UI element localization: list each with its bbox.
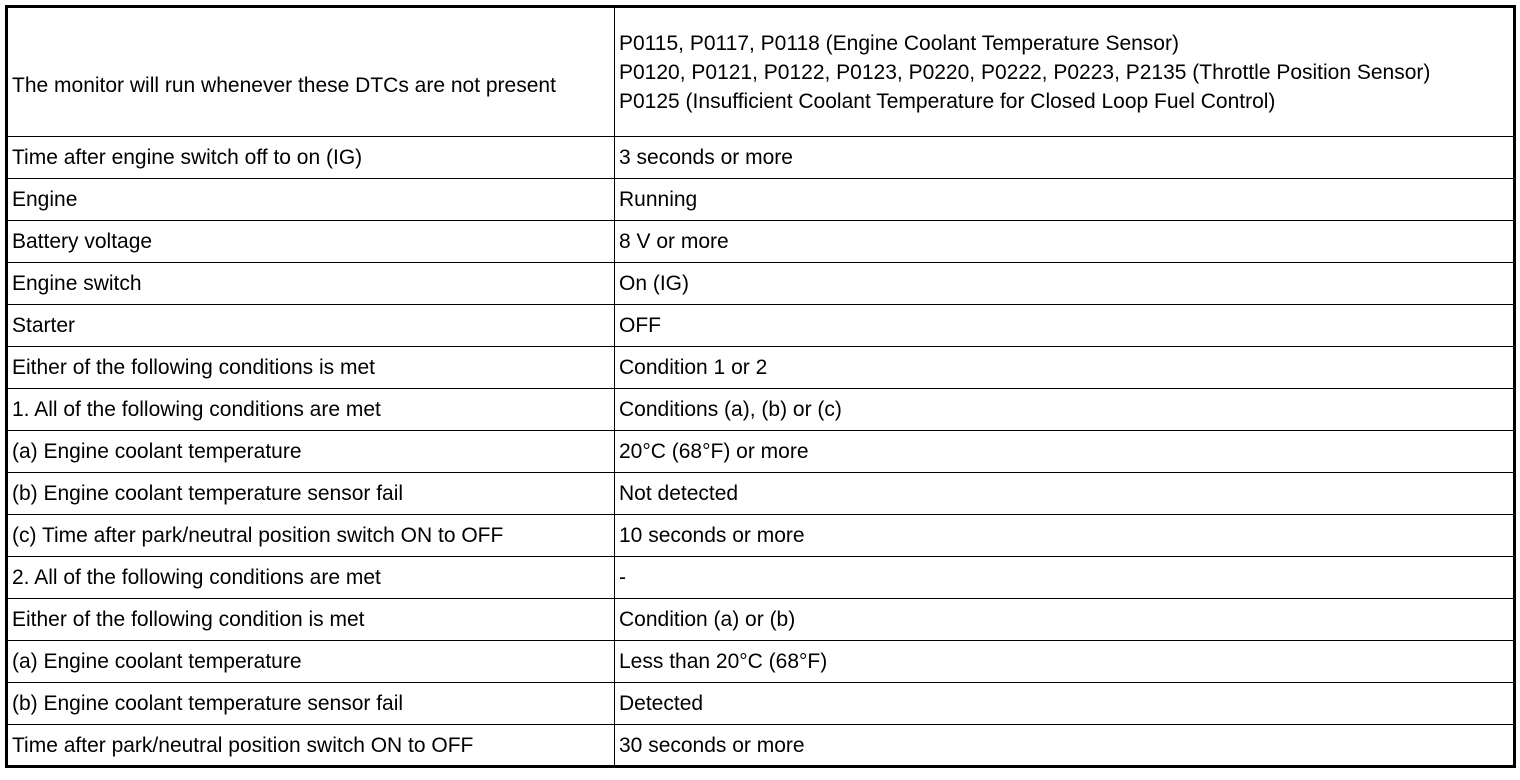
table-row: [7, 557, 1515, 599]
condition-cell: Time after engine switch off to on (IG): [7, 137, 615, 179]
condition-cell: The monitor will run whenever these DTCs are not present: [7, 7, 615, 137]
condition-cell: Battery voltage: [7, 221, 615, 263]
condition-cell: Engine switch: [7, 263, 615, 305]
table-row: [7, 599, 1515, 641]
condition-cell: Starter: [7, 305, 615, 347]
value-cell: 30 seconds or more: [615, 725, 1515, 767]
condition-cell: (c) Time after park/neutral position switch ON to OFF: [7, 515, 615, 557]
value-cell: 3 seconds or more: [615, 137, 1515, 179]
table-row: [7, 347, 1515, 389]
dtc-line-insufficient-coolant: P0125 (Insufficient Coolant Temperature for Closed Loop Fuel Control): [619, 89, 1276, 113]
condition-cell: Time after park/neutral position switch ON to OFF: [7, 725, 615, 767]
table-row: [7, 725, 1515, 767]
value-cell: Condition 1 or 2: [615, 347, 1515, 389]
table-row: [7, 305, 1515, 347]
table-row: [7, 179, 1515, 221]
condition-cell: Either of the following condition is met: [7, 599, 615, 641]
value-cell: 10 seconds or more: [615, 515, 1515, 557]
value-cell: On (IG): [615, 263, 1515, 305]
table-row: [7, 683, 1515, 725]
dtc-line-throttle-sensor: P0120, P0121, P0122, P0123, P0220, P0222, P0223, P2135 (Throttle Position Sensor): [619, 60, 1431, 84]
value-cell: Conditions (a), (b) or (c): [615, 389, 1515, 431]
table-row: [7, 473, 1515, 515]
value-cell: Not detected: [615, 473, 1515, 515]
condition-cell: 1. All of the following conditions are met: [7, 389, 615, 431]
condition-cell: (a) Engine coolant temperature: [7, 431, 615, 473]
value-cell: Less than 20°C (68°F): [615, 641, 1515, 683]
value-cell: Running: [615, 179, 1515, 221]
table-row: [7, 431, 1515, 473]
value-cell: Detected: [615, 683, 1515, 725]
condition-cell: Engine: [7, 179, 615, 221]
table-row: [7, 221, 1515, 263]
table-row: [7, 137, 1515, 179]
condition-cell: Either of the following conditions is met: [7, 347, 615, 389]
value-cell: Condition (a) or (b): [615, 599, 1515, 641]
value-cell: 20°C (68°F) or more: [615, 431, 1515, 473]
value-cell: OFF: [615, 305, 1515, 347]
condition-cell: (a) Engine coolant temperature: [7, 641, 615, 683]
condition-cell: (b) Engine coolant temperature sensor fail: [7, 473, 615, 515]
table-row: [7, 641, 1515, 683]
dtc-line-coolant-sensor: P0115, P0117, P0118 (Engine Coolant Temperature Sensor): [619, 31, 1179, 55]
table-row: [7, 515, 1515, 557]
table-row: [7, 263, 1515, 305]
table-row-dtc-conditions: [7, 7, 1515, 137]
table-row: [7, 389, 1515, 431]
condition-cell: (b) Engine coolant temperature sensor fail: [7, 683, 615, 725]
monitor-conditions-table: [5, 5, 1516, 768]
value-cell: [615, 7, 1515, 137]
condition-cell: 2. All of the following conditions are met: [7, 557, 615, 599]
value-cell: -: [615, 557, 1515, 599]
value-cell: 8 V or more: [615, 221, 1515, 263]
